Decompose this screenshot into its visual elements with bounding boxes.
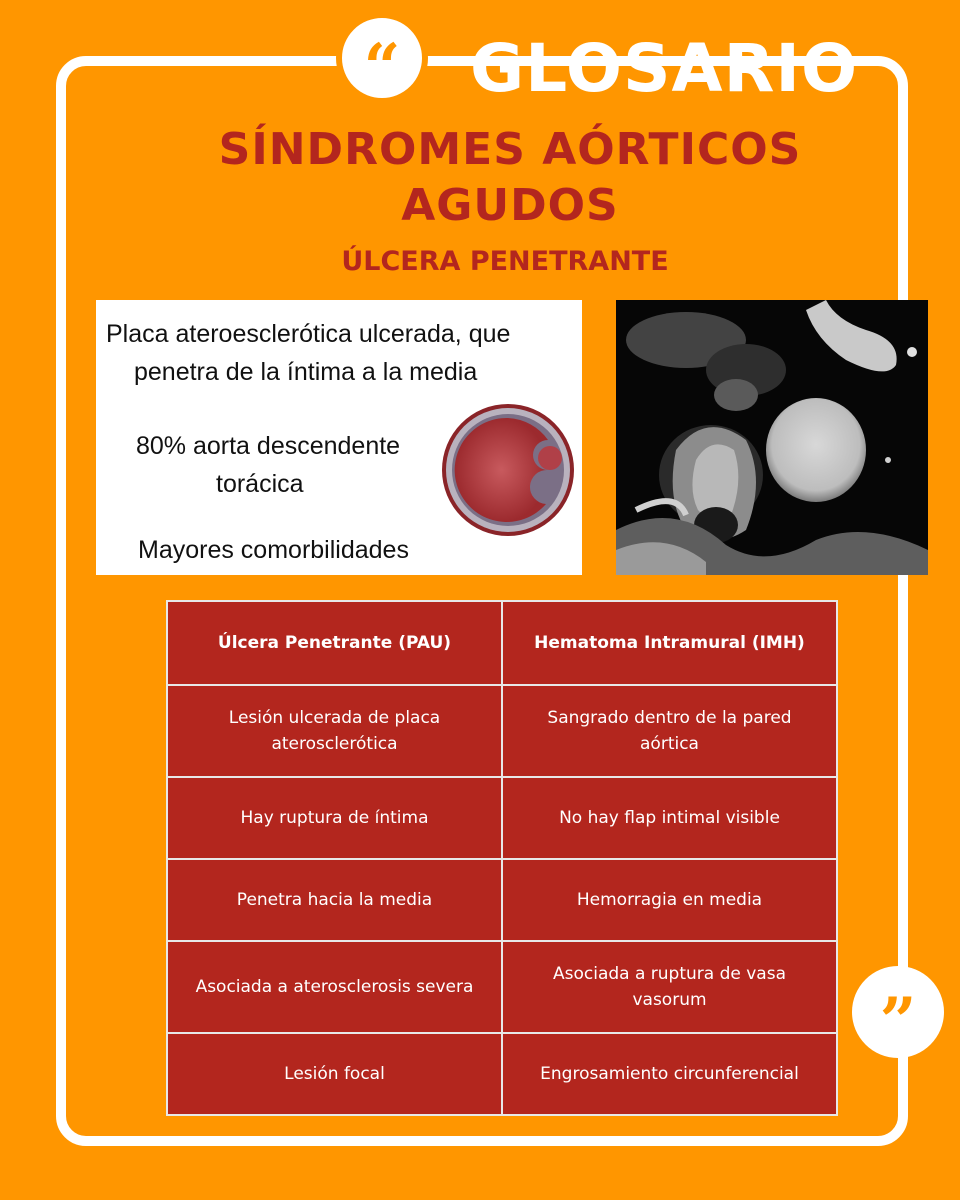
pau-cell: Asociada a aterosclerosis severa — [167, 941, 502, 1033]
info-line-5: Mayores comorbilidades — [138, 536, 409, 564]
section-heading: ÚLCERA PENETRANTE — [341, 246, 669, 277]
table-header-row — [167, 601, 837, 685]
imh-cell: Sangrado dentro de la pared aórtica — [502, 685, 837, 777]
header-pau: Úlcera Penetrante (PAU) — [167, 601, 502, 685]
info-line-2: penetra de la íntima a la media — [134, 358, 478, 386]
header-imh: Hematoma Intramural (IMH) — [502, 601, 837, 685]
open-quote-icon: “ — [336, 12, 428, 104]
ct-scan-image — [616, 300, 928, 575]
page-title: GLOSARIO — [470, 30, 859, 107]
imh-cell: Engrosamiento circunferencial — [502, 1033, 837, 1115]
ct-scan-icon — [616, 300, 928, 575]
table-row — [167, 859, 837, 941]
comparison-table — [166, 600, 838, 1116]
subtitle-line-1: SÍNDROMES AÓRTICOS — [218, 124, 802, 175]
info-box — [96, 300, 582, 575]
info-line-4: torácica — [216, 470, 304, 498]
info-line-3: 80% aorta descendente — [136, 432, 401, 460]
aorta-ulcer-diagram-icon — [438, 400, 578, 540]
pau-cell: Lesión ulcerada de placa aterosclerótica — [167, 685, 502, 777]
pau-cell: Penetra hacia la media — [167, 859, 502, 941]
table-row — [167, 1033, 837, 1115]
table-row — [167, 777, 837, 859]
subtitle-line-2: AGUDOS — [401, 180, 619, 231]
imh-cell: No hay flap intimal visible — [502, 777, 837, 859]
table-row — [167, 941, 837, 1033]
table-row — [167, 685, 837, 777]
imh-cell: Asociada a ruptura de vasa vasorum — [502, 941, 837, 1033]
imh-cell: Hemorragia en media — [502, 859, 837, 941]
close-quote-icon: ” — [852, 966, 944, 1058]
info-line-1: Placa ateroesclerótica ulcerada, que — [106, 320, 511, 348]
pau-cell: Lesión focal — [167, 1033, 502, 1115]
pau-cell: Hay ruptura de íntima — [167, 777, 502, 859]
page-subtitle — [180, 122, 840, 234]
